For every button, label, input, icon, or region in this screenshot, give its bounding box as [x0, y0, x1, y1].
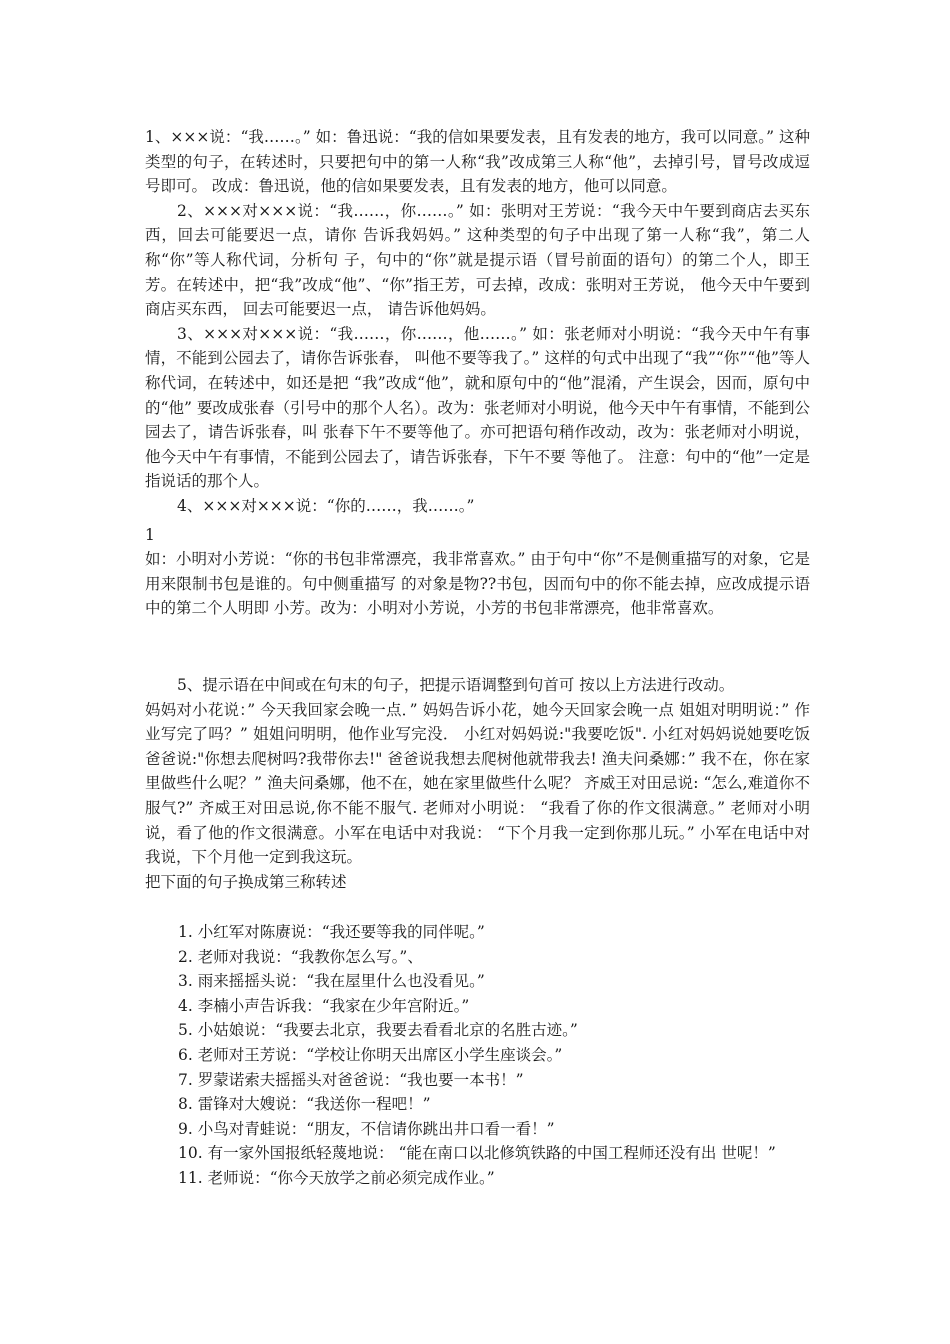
paragraph-examples: 妈妈对小花说：” 今天我回家会晚一点．” 妈妈告诉小花，她今天回家会晚一点 姐姐对明明说：” 作业写完了吗？” 姐姐问明明，他作业写完没． 小红对妈妈说:"我要吃饭". 小红对妈妈说她要吃饭 爸爸说:"你想去爬树吗?我带你去!" 爸爸说我想去爬树他就带我去! 渔夫问桑娜：” 我不在，你在家里做些什么呢？” 渔夫问桑娜，他不在，她在家里做些什么呢？ 齐威王对田忌说: “怎么,难道你不服气?” 齐威王对田忌说,你不能不服气. 老师对小明说： “我看了你的作文很满意。” 老师对小明说，看了他的作文很满意。小军在电话中对我说： “下个月我一定到你那儿玩。” 小军在电话中对我说，下个月他一定到我这玩。 — [145, 700, 810, 867]
page-number: 1 — [145, 526, 155, 544]
section-rule-5 — [145, 673, 810, 894]
exercise-item: 11. 老师说：“你今天放学之前必须完成作业。” — [178, 1168, 495, 1187]
exercise-list — [145, 920, 810, 1191]
exercise-item: 6. 老师对王芳说：“学校让你明天出席区小学生座谈会。” — [178, 1045, 563, 1064]
exercise-item: 9. 小鸟对青蛙说：“朋友，不信请你跳出井口看一看！” — [178, 1119, 555, 1138]
exercise-heading: 把下面的句子换成第三称转述 — [145, 872, 347, 891]
paragraph-rule-3: 3、×××对×××说：“我……，你……，他……。” 如：张老师对小明说：“我今天中午有事情，不能到公园去了，请你告诉张春， 叫他不要等我了。” 这样的句式中出现了“我”“你”“他”等人称代词，在转述中，如还是把 “我”改成“他”，就和原句中的“他”混淆，产生误会，因而，原句中的“他” 要改成张春（引号中的那个人名）。改为：张老师对小明说，他今天中午有事情，不能到公园去了，请告诉张春，叫 张春下午不要等他了。亦可把语句稍作改动，改为：张老师对小明说，他今天中午有事情，不能到公园去了，请告诉张春，下午不要 等他了。 注意：句中的“他”一定是指说话的那个人。 — [145, 324, 810, 491]
section-rules-1-4 — [145, 125, 810, 519]
paragraph-example-4: 如：小明对小芳说：“你的书包非常漂亮，我非常喜欢。” 由于句中“你”不是侧重描写的对象，它是用来限制书包是谁的。句中侧重描写 的对象是物??书包，因而句中的你不能去掉，应改成提示语中的第二个人明即 小芳。改为：小明对小芳说，小芳的书包非常漂亮，他非常喜欢。 — [145, 550, 810, 618]
exercise-item: 8. 雷锋对大嫂说：“我送你一程吧！” — [178, 1095, 431, 1114]
exercise-item: 4. 李楠小声告诉我：“我家在少年宫附近。” — [178, 996, 470, 1015]
exercise-item: 2. 老师对我说：“我教你怎么写。”、 — [178, 947, 423, 966]
paragraph-rule-4: 4、×××对×××说：“你的……，我……。” — [177, 496, 475, 515]
paragraph-rule-1: 1、×××说：“我……。” 如：鲁迅说：“我的信如果要发表，且有发表的地方，我可以同意。” 这种类型的句子，在转述时，只要把句中的第一人称“我”改成第三人称“他”，去掉引号，冒号改成逗号即可。 改成：鲁迅说，他的信如果要发表，且有发表的地方，他可以同意。 — [145, 128, 810, 196]
paragraph-rule-5: 5、提示语在中间或在句末的句子，把提示语调整到句首可 按以上方法进行改动。 — [177, 676, 735, 694]
exercise-item: 3. 雨来摇摇头说：“我在屋里什么也没看见。” — [178, 972, 485, 991]
paragraph-rule-2: 2、×××对×××说：“我……，你……。” 如：张明对王芳说：“我今天中午要到商店去买东西，回去可能要迟一点，请你 告诉我妈妈。” 这种类型的句子中出现了第一人称“我”，第二人称“你”等人称代词，分析句 子，句中的“你”就是提示语（冒号前面的语句）的第二个人，即王芳。在转述中，把“我”改成“他”、“你”指王芳，可去掉，改成：张明对王芳说， 他今天中午要到商店买东西， 回去可能要迟一点， 请告诉他妈妈。 — [145, 201, 810, 319]
exercise-item: 5. 小姑娘说：“我要去北京，我要去看看北京的名胜古迹。” — [178, 1021, 578, 1040]
exercise-item: 1. 小红军对陈赓说：“我还要等我的同伴呢。” — [178, 923, 485, 941]
exercise-item: 10. 有一家外国报纸轻蔑地说： “能在南口以北修筑铁路的中国工程师还没有出 世呢！” — [178, 1144, 776, 1163]
exercise-item: 7. 罗蒙诺索夫摇摇头对爸爸说：“我也要一本书！” — [178, 1070, 524, 1089]
section-example-4 — [145, 547, 810, 621]
